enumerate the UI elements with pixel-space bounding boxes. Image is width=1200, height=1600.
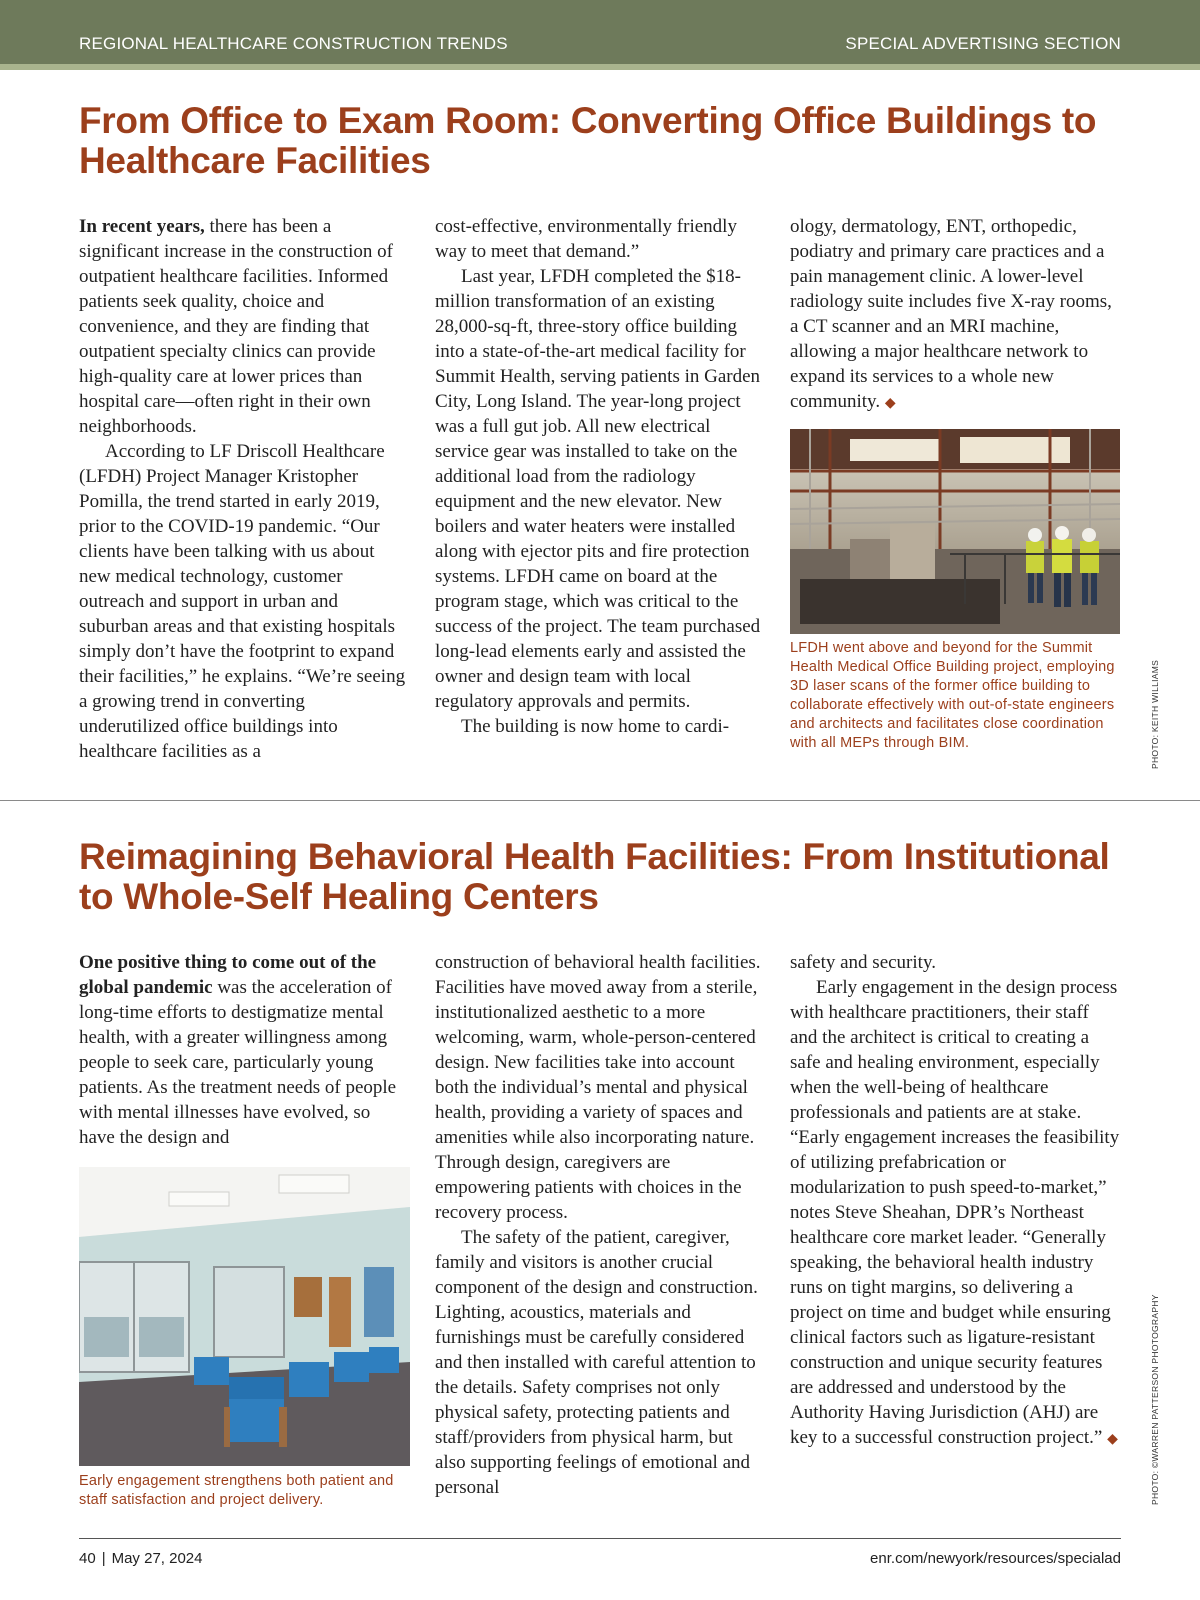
article2-lead-paragraph <box>79 950 409 1150</box>
article2-paragraph: construction of behavioral health facilities. Facilities have moved away from a sterile, institutionalized aesthetic to a more welcoming, warm, whole-person-centered design. New facilities take into account both the individual’s mental and physical health, providing a variety of spaces and amenities while also incorporating nature. Through design, caregivers are empowering patients with choices in the recovery process. <box>435 952 761 1223</box>
article2-closing-text: Early engagement in the design process with healthcare practitioners, their staff and the architect is critical to creating a safe and healing environment, especially when the well-being of healthcare professionals and patients are at stake. “Early engagement increases the feasibility of utilizing prefabrication or modularization to push speed-to-market,” notes Steve Sheahan, DPR’s Northeast healthcare core market leader. “Generally speaking, the behavioral health industry runs on tight margins, so delivering a project on time and budget while ensuring clinical factors such as ligature-resistant construction and unique security features are addressed and understood by the Authority Having Jurisdiction (AHJ) are key to a successful construction project.” <box>790 977 1120 1448</box>
article1-paragraph: cost-effective, environmentally friendly way to meet that demand.” <box>435 216 737 262</box>
article1-paragraph: The building is now home to cardi- <box>461 716 730 737</box>
article1-photo-credit: PHOTO: KEITH WILLIAMS <box>1150 659 1160 769</box>
article2-paragraph: safety and security. <box>790 952 936 973</box>
header-stripe <box>0 64 1200 70</box>
article1-column-2 <box>435 214 765 739</box>
article1-paragraph: Last year, LFDH completed the $18-million transformation of an existing 28,000-sq-ft, three-story office building into a state-of-the-art medical facility for Summit Health, serving patients in Garden City, Long Island. The year-long project was a full gut job. All new electrical service gear was installed to take on the additional load from the radiology equipment and the new elevator. New boilers and water heaters were installed along with ejector pits and fire protection systems. LFDH came on board at the program stage, which was critical to the success of the project. The team purchased long-lead elements early and assisted the owner and design team with local regulatory approvals and permits. <box>435 266 761 712</box>
article2-photo-credit: PHOTO: ©WARREN PATTERSON PHOTOGRAPHY <box>1150 1294 1160 1505</box>
article2-lead-text: was the acceleration of long-time efforts to destigmatize mental health, with a greater willingness among people to seek care, particularly young patients. As the treatment needs of people with mental illnesses have evolved, so have the design and <box>79 977 397 1148</box>
advertising-label: SPECIAL ADVERTISING SECTION <box>845 34 1121 53</box>
section-title: REGIONAL HEALTHCARE CONSTRUCTION TRENDS <box>79 34 508 53</box>
section-header-bar <box>0 0 1200 64</box>
waiting-room-photo <box>79 1167 410 1466</box>
article1-lead-paragraph <box>79 214 409 439</box>
article2-photo-caption: Early engagement strengthens both patient and staff satisfaction and project delivery. <box>79 1473 394 1508</box>
article1-closing-paragraph <box>790 214 1120 416</box>
article1-lead-text: there has been a significant increase in the construction of outpatient healthcare facilities. Informed patients seek quality, choice and convenience, and they are finding that outpatient specialty clinics can provide high-quality care at lower prices than hospital care—often right in their own neighborhoods. <box>79 216 393 437</box>
article2-paragraph: The safety of the patient, caregiver, family and visitors is another crucial component of the design and construction. Lighting, acoustics, materials and furnishings must be carefully considered and then installed with careful attention to the details. Safety comprises not only physical safety, protecting patients and staff/providers from physical harm, but also supporting feelings of emotional and personal <box>435 1227 758 1498</box>
construction-site-photo <box>790 429 1120 634</box>
article2-lead-bold: One positive thing to come out of the global pandemic <box>79 952 377 998</box>
article1-closing-text: ology, dermatology, ENT, orthopedic, podiatry and primary care practices and a pain management clinic. A lower-level radiology suite includes five X-ray rooms, a CT scanner and an MRI machine, allowing a major healthcare network to expand its services to a whole new community. <box>790 216 1112 412</box>
footer-separator: | <box>101 1550 106 1567</box>
page-number: 40 <box>79 1550 96 1567</box>
footer-url: enr.com/newyork/resources/specialad <box>870 1550 1121 1567</box>
article1-column-3 <box>790 214 1120 416</box>
article1-photo-caption: LFDH went above and beyond for the Summit Health Medical Office Building project, employing 3D laser scans of the former office building to collaborate effectively with out-of-state engineers and architects and facilitates close coordination with all MEPs through BIM. <box>790 640 1115 751</box>
article2-column-3 <box>790 950 1120 1452</box>
article1-column-1 <box>79 214 409 764</box>
article1-title: From Office to Exam Room: Converting Office Buildings to Healthcare Facilities <box>79 100 1097 181</box>
article2-column-2 <box>435 950 765 1500</box>
article2-column-1 <box>79 950 409 1150</box>
end-mark-icon: ◆ <box>1107 1432 1118 1447</box>
issue-date: May 27, 2024 <box>111 1550 203 1567</box>
article2-closing-paragraph <box>790 975 1120 1452</box>
end-mark-icon: ◆ <box>884 396 896 411</box>
article1-paragraph: According to LF Driscoll Healthcare (LFDH) Project Manager Kristopher Pomilla, the trend started in early 2019, prior to the COVID-19 pandemic. “Our clients have been talking with us about new medical technology, customer outreach and support in urban and suburban areas and that existing hospitals simply don’t have the footprint to expand their facilities,” he explains. “We’re seeing a growing trend in converting underutilized office buildings into healthcare facilities as a <box>79 441 406 762</box>
footer-page-info <box>79 1550 203 1567</box>
article1-lead-bold: In recent years, <box>79 216 205 237</box>
article-divider <box>0 800 1200 801</box>
footer-rule <box>79 1538 1121 1539</box>
article2-title: Reimagining Behavioral Health Facilities: From Institutional to Whole-Self Healing Centers <box>79 836 1110 917</box>
